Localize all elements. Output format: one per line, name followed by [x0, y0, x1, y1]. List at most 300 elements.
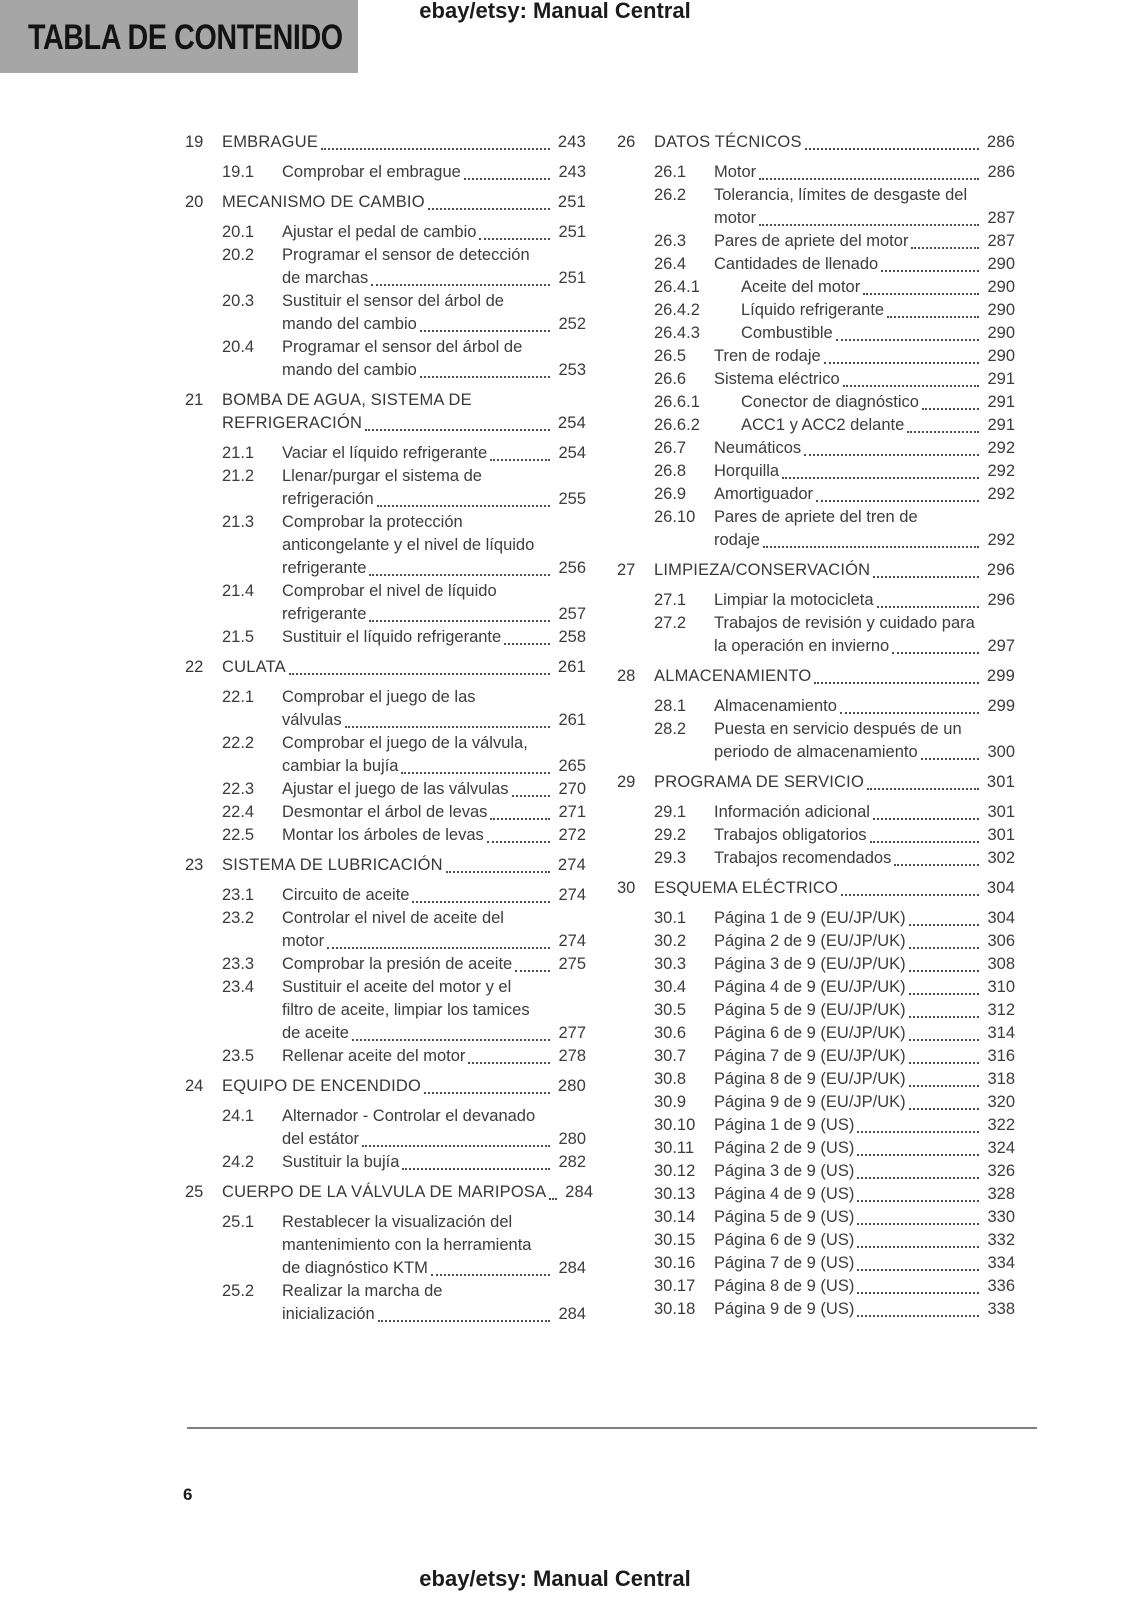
toc-entry-number: 21.1 — [222, 444, 255, 462]
toc-entry-title-line: cambiar la bujía — [282, 757, 399, 775]
toc-entry-number: 26.6.1 — [654, 393, 700, 411]
toc-entry-title-line: Página 3 de 9 (EU/JP/UK) — [714, 955, 906, 973]
toc-sub-entry — [185, 161, 586, 184]
dot-leader — [362, 1145, 550, 1147]
toc-sub-entry — [185, 907, 586, 953]
toc-entry-last-line — [282, 1128, 586, 1151]
toc-entry-last-line — [282, 1303, 586, 1326]
toc-entry-number: 26.5 — [654, 347, 687, 365]
dot-leader — [857, 1223, 979, 1225]
dot-leader — [420, 330, 550, 332]
toc-sub-entry — [617, 322, 1015, 345]
toc-entry-number: 23 — [185, 856, 204, 874]
toc-entry-title-line: PROGRAMA DE SERVICIO — [654, 773, 864, 791]
toc-entry-number: 27.2 — [654, 614, 687, 632]
toc-entry-last-line — [282, 626, 586, 649]
toc-entry-page: 272 — [558, 826, 586, 844]
toc-entry-title-line: Desmontar el árbol de levas — [282, 803, 488, 821]
toc-entry-title-line: Comprobar el juego de la válvula, — [282, 734, 528, 752]
dot-leader — [909, 1108, 979, 1110]
toc-entry-page: 291 — [987, 370, 1015, 388]
toc-entry-title-line: Montar los árboles de levas — [282, 826, 484, 844]
dot-leader — [515, 970, 550, 972]
dot-leader — [345, 726, 550, 728]
dot-leader — [857, 1177, 979, 1179]
toc-entry-title — [714, 483, 1015, 506]
toc-entry-page: 286 — [987, 163, 1015, 181]
toc-entry-number: 26.10 — [654, 508, 696, 526]
toc-sub-entry — [617, 184, 1015, 230]
toc-entry-title — [282, 1105, 586, 1151]
dot-leader — [867, 788, 979, 790]
toc-sub-entry — [617, 1137, 1015, 1160]
toc-entry-title-line: Almacenamiento — [714, 697, 837, 715]
toc-entry-last-line — [222, 854, 586, 877]
dot-leader — [909, 993, 979, 995]
toc-sub-entry — [185, 778, 586, 801]
toc-entry-title — [714, 414, 1015, 437]
toc-entry-title-line: Conector de diagnóstico — [741, 393, 919, 411]
toc-chapter-entry — [185, 1075, 586, 1098]
dot-leader — [321, 148, 550, 150]
toc-entry-title — [282, 1045, 586, 1068]
toc-entry-title-line: Limpiar la motocicleta — [714, 591, 874, 609]
toc-entry-title — [282, 953, 586, 976]
toc-entry-page: 270 — [558, 780, 586, 798]
toc-entry-title — [282, 732, 586, 778]
toc-sub-entry — [617, 230, 1015, 253]
toc-entry-title-line: Rellenar aceite del motor — [282, 1047, 466, 1065]
toc-entry-page: 299 — [987, 697, 1015, 715]
toc-entry-last-line — [282, 161, 586, 184]
toc-entry-title-line: Página 6 de 9 (US) — [714, 1231, 855, 1249]
toc-entry-page: 308 — [987, 955, 1015, 973]
dot-leader — [763, 546, 979, 548]
toc-sub-entry — [617, 589, 1015, 612]
page-number: 6 — [183, 1485, 193, 1504]
dot-leader — [870, 841, 979, 843]
toc-column-left — [185, 124, 594, 1326]
toc-entry-title — [714, 1252, 1015, 1275]
toc-entry-title-line: Líquido refrigerante — [741, 301, 885, 319]
toc-entry-page: 277 — [558, 1024, 586, 1042]
toc-entry-page: 292 — [987, 531, 1015, 549]
dot-leader — [863, 293, 979, 295]
toc-entry-page: 251 — [558, 223, 586, 241]
dot-leader — [877, 606, 979, 608]
toc-entry-last-line — [282, 1151, 586, 1174]
toc-entry-title-line: Página 4 de 9 (EU/JP/UK) — [714, 978, 906, 996]
toc-entry-title — [714, 1183, 1015, 1206]
toc-entry-last-line — [714, 1206, 1015, 1229]
toc-entry-title — [222, 1181, 594, 1204]
toc-entry-last-line — [282, 824, 586, 847]
toc-entry-title — [282, 580, 586, 626]
toc-sub-entry — [617, 161, 1015, 184]
toc-entry-number: 26.6 — [654, 370, 687, 388]
dot-leader — [446, 871, 550, 873]
toc-entry-page: 290 — [987, 255, 1015, 273]
toc-entry-title — [282, 336, 586, 382]
toc-entry-title-line: Programar el sensor del árbol de — [282, 338, 523, 356]
dot-leader — [431, 1274, 550, 1276]
toc-entry-number: 29.1 — [654, 803, 687, 821]
dot-leader — [857, 1154, 979, 1156]
toc-sub-entry — [617, 999, 1015, 1022]
dot-leader — [369, 620, 550, 622]
toc-sub-entry — [617, 483, 1015, 506]
toc-entry-title-line: Pares de apriete del tren de — [714, 508, 918, 526]
dot-leader — [464, 178, 550, 180]
toc-sub-entry — [185, 336, 586, 382]
toc-entry-title-line: Sustituir el líquido refrigerante — [282, 628, 502, 646]
toc-entry-title — [654, 665, 1015, 688]
toc-entry-number: 30.5 — [654, 1001, 687, 1019]
dot-leader — [894, 864, 979, 866]
dot-leader — [487, 841, 550, 843]
toc-entry-number: 29 — [617, 773, 636, 791]
toc-entry-page: 261 — [557, 658, 586, 676]
toc-entry-page: 257 — [558, 605, 586, 623]
toc-entry-last-line — [714, 1022, 1015, 1045]
toc-entry-last-line — [282, 557, 586, 580]
dot-leader — [857, 1315, 979, 1317]
toc-sub-entry — [185, 1105, 586, 1151]
toc-sub-entry — [617, 437, 1015, 460]
toc-entry-title — [714, 253, 1015, 276]
toc-entry-last-line — [282, 488, 586, 511]
toc-entry-number: 23.2 — [222, 909, 255, 927]
toc-sub-entry — [617, 1160, 1015, 1183]
toc-entry-page: 265 — [558, 757, 586, 775]
toc-entry-title-line: mando del cambio — [282, 361, 417, 379]
toc-entry-title-line: Sustituir el sensor del árbol de — [282, 292, 504, 310]
toc-sub-entry — [617, 460, 1015, 483]
toc-entry-last-line — [741, 322, 1015, 345]
dot-leader — [857, 1246, 979, 1248]
toc-entry-last-line — [741, 299, 1015, 322]
toc-entry-title-line: Tren de rodaje — [714, 347, 821, 365]
toc-entry-title-line: refrigerante — [282, 559, 367, 577]
toc-entry-page: 275 — [558, 955, 586, 973]
dot-leader — [365, 429, 550, 431]
toc-sub-entry — [185, 732, 586, 778]
toc-sub-entry — [617, 953, 1015, 976]
toc-entry-title — [282, 884, 586, 907]
toc-entry-title-line: Página 8 de 9 (US) — [714, 1277, 855, 1295]
toc-entry-page: 330 — [987, 1208, 1015, 1226]
toc-entry-last-line — [222, 131, 586, 154]
toc-entry-title — [222, 854, 586, 877]
dot-leader — [352, 1039, 550, 1041]
toc-entry-title-line: periodo de almacenamiento — [714, 743, 918, 761]
toc-entry-page: 292 — [987, 462, 1015, 480]
toc-entry-title — [714, 1091, 1015, 1114]
toc-entry-page: 300 — [987, 743, 1015, 761]
dot-leader — [782, 477, 979, 479]
toc-entry-title-line: SISTEMA DE LUBRICACIÓN — [222, 856, 443, 874]
toc-sub-entry — [617, 276, 1015, 299]
toc-chapter-entry — [617, 665, 1015, 688]
toc-entry-page: 322 — [987, 1116, 1015, 1134]
toc-entry-last-line — [714, 1114, 1015, 1137]
toc-entry-last-line — [741, 414, 1015, 437]
toc-entry-number: 26.3 — [654, 232, 687, 250]
dot-leader — [909, 947, 979, 949]
toc-entry-title — [714, 391, 1015, 414]
toc-entry-title — [654, 559, 1015, 582]
toc-entry-title-line: BOMBA DE AGUA, SISTEMA DE — [222, 391, 472, 409]
toc-entry-title — [282, 290, 586, 336]
dot-leader — [909, 924, 979, 926]
toc-entry-title — [714, 299, 1015, 322]
dot-leader — [428, 208, 550, 210]
toc-entry-title-line: LIMPIEZA/CONSERVACIÓN — [654, 561, 871, 579]
toc-entry-page: 243 — [557, 133, 586, 151]
toc-entry-number: 30.17 — [654, 1277, 696, 1295]
toc-entry-last-line — [714, 207, 1015, 230]
toc-entry-title — [714, 718, 1015, 764]
toc-entry-title-line: Página 8 de 9 (EU/JP/UK) — [714, 1070, 906, 1088]
toc-entry-title-line: Motor — [714, 163, 757, 181]
toc-entry-last-line — [714, 907, 1015, 930]
toc-entry-last-line — [654, 877, 1015, 900]
toc-entry-last-line — [714, 1183, 1015, 1206]
page-heading-bar — [0, 0, 358, 73]
toc-entry-number: 21 — [185, 391, 204, 409]
toc-entry-number: 30.12 — [654, 1162, 696, 1180]
toc-entry-page: 258 — [558, 628, 586, 646]
dot-leader — [424, 1092, 550, 1094]
toc-entry-title-line: Página 2 de 9 (EU/JP/UK) — [714, 932, 906, 950]
dot-leader — [887, 316, 979, 318]
toc-entry-number: 21.5 — [222, 628, 255, 646]
toc-entry-page: 326 — [987, 1162, 1015, 1180]
toc-entry-title-line: Página 1 de 9 (US) — [714, 1116, 855, 1134]
toc-entry-title — [714, 460, 1015, 483]
toc-entry-page: 318 — [987, 1070, 1015, 1088]
toc-entry-number: 21.2 — [222, 467, 255, 485]
toc-entry-last-line — [714, 460, 1015, 483]
toc-entry-last-line — [282, 930, 586, 953]
toc-entry-page: 291 — [987, 416, 1015, 434]
toc-entry-title-line: refrigerante — [282, 605, 367, 623]
toc-entry-title — [714, 1022, 1015, 1045]
toc-entry-title-line: EMBRAGUE — [222, 133, 319, 151]
toc-entry-number: 30.10 — [654, 1116, 696, 1134]
toc-entry-number: 30.11 — [654, 1139, 695, 1157]
toc-entry-title-line: de aceite — [282, 1024, 349, 1042]
toc-entry-title-line: Página 4 de 9 (US) — [714, 1185, 855, 1203]
toc-entry-title — [222, 656, 586, 679]
toc-entry-number: 30.3 — [654, 955, 687, 973]
toc-entry-last-line — [714, 1229, 1015, 1252]
toc-entry-title — [714, 322, 1015, 345]
toc-entry-page: 261 — [558, 711, 586, 729]
toc-sub-entry — [617, 824, 1015, 847]
toc-entry-number: 30.16 — [654, 1254, 696, 1272]
toc-entry-title — [654, 877, 1015, 900]
toc-entry-number: 26 — [617, 133, 636, 151]
toc-entry-title — [714, 612, 1015, 658]
dot-leader — [490, 459, 550, 461]
toc-entry-number: 23.4 — [222, 978, 255, 996]
dot-leader — [873, 576, 979, 578]
toc-entry-title — [714, 801, 1015, 824]
toc-entry-title-line: rodaje — [714, 531, 760, 549]
toc-entry-page: 302 — [987, 849, 1015, 867]
toc-entry-last-line — [282, 884, 586, 907]
toc-entry-title — [282, 907, 586, 953]
toc-entry-last-line — [282, 1257, 586, 1280]
dot-leader — [840, 712, 979, 714]
toc-entry-title — [714, 345, 1015, 368]
toc-entry-number: 22 — [185, 658, 204, 676]
toc-entry-title-line: Página 7 de 9 (EU/JP/UK) — [714, 1047, 906, 1065]
toc-sub-entry — [185, 244, 586, 290]
toc-entry-title — [654, 131, 1015, 154]
dot-leader — [549, 1198, 557, 1200]
toc-entry-title — [282, 244, 586, 290]
toc-sub-entry — [617, 847, 1015, 870]
dot-leader — [512, 795, 550, 797]
toc-entry-last-line — [282, 603, 586, 626]
toc-entry-title — [714, 1045, 1015, 1068]
toc-sub-entry — [617, 414, 1015, 437]
dot-leader — [378, 1320, 550, 1322]
toc-entry-title-line: EQUIPO DE ENCENDIDO — [222, 1077, 422, 1095]
toc-entry-last-line — [714, 345, 1015, 368]
toc-entry-last-line — [741, 276, 1015, 299]
toc-entry-title — [714, 999, 1015, 1022]
toc-sub-entry — [185, 1045, 586, 1068]
toc-entry-title — [714, 1137, 1015, 1160]
toc-entry-page: 301 — [987, 803, 1015, 821]
toc-entry-number: 20 — [185, 193, 204, 211]
toc-entry-number: 23.1 — [222, 886, 255, 904]
toc-entry-last-line — [714, 589, 1015, 612]
toc-entry-page: 296 — [987, 591, 1015, 609]
toc-sub-entry — [185, 884, 586, 907]
toc-entry-page: 251 — [557, 193, 586, 211]
toc-sub-entry — [617, 1298, 1015, 1321]
toc-entry-title — [714, 1160, 1015, 1183]
toc-entry-number: 23.3 — [222, 955, 255, 973]
dot-leader — [843, 385, 979, 387]
toc-entry-number: 19.1 — [222, 163, 255, 181]
toc-entry-title — [654, 771, 1015, 794]
toc-entry-page: 297 — [987, 637, 1015, 655]
toc-entry-page: 256 — [558, 559, 586, 577]
toc-sub-entry — [185, 626, 586, 649]
toc-entry-last-line — [714, 483, 1015, 506]
toc-entry-title-line: Trabajos de revisión y cuidado para — [714, 614, 975, 632]
toc-entry-number: 24.2 — [222, 1153, 255, 1171]
dot-leader — [881, 270, 979, 272]
toc-entry-title-line: Alternador - Controlar el devanado — [282, 1107, 536, 1125]
toc-entry-number: 22.2 — [222, 734, 255, 752]
toc-entry-title — [714, 184, 1015, 230]
toc-entry-number: 27 — [617, 561, 636, 579]
toc-entry-page: 254 — [558, 444, 586, 462]
toc-entry-page: 328 — [987, 1185, 1015, 1203]
toc-entry-title — [714, 695, 1015, 718]
toc-entry-last-line — [714, 1068, 1015, 1091]
toc-entry-number: 21.3 — [222, 513, 255, 531]
dot-leader — [468, 1062, 550, 1064]
toc-entry-page: 287 — [987, 232, 1015, 250]
toc-entry-page: 316 — [987, 1047, 1015, 1065]
toc-chapter-entry — [617, 559, 1015, 582]
toc-entry-title-line: del estátor — [282, 1130, 360, 1148]
toc-sub-entry — [617, 1045, 1015, 1068]
toc-entry-last-line — [222, 1181, 594, 1204]
toc-entry-title-line: mando del cambio — [282, 315, 417, 333]
toc-entry-number: 21.4 — [222, 582, 255, 600]
toc-entry-title — [282, 976, 586, 1045]
toc-entry-title — [282, 221, 586, 244]
toc-entry-title-line: MECANISMO DE CAMBIO — [222, 193, 425, 211]
toc-entry-title-line: Comprobar la presión de aceite — [282, 955, 513, 973]
toc-entry-number: 20.3 — [222, 292, 255, 310]
toc-entry-page: 301 — [986, 773, 1015, 791]
toc-entry-number: 22.4 — [222, 803, 255, 821]
toc-entry-title-line: Horquilla — [714, 462, 780, 480]
toc-entry-title-line: Ajustar el pedal de cambio — [282, 223, 477, 241]
toc-entry-title-line: Página 3 de 9 (US) — [714, 1162, 855, 1180]
toc-entry-last-line — [282, 801, 586, 824]
toc-entry-page: 254 — [557, 414, 586, 432]
toc-entry-number: 26.6.2 — [654, 416, 700, 434]
dot-leader — [836, 339, 979, 341]
toc-entry-title-line: Neumáticos — [714, 439, 802, 457]
toc-entry-title-line: Información adicional — [714, 803, 870, 821]
toc-entry-last-line — [714, 999, 1015, 1022]
dot-leader — [873, 818, 979, 820]
toc-sub-entry — [617, 299, 1015, 322]
toc-sub-entry — [617, 1252, 1015, 1275]
toc-entry-title-line: Página 5 de 9 (EU/JP/UK) — [714, 1001, 906, 1019]
toc-entry-page: 280 — [557, 1077, 586, 1095]
toc-entry-title-line: Vaciar el líquido refrigerante — [282, 444, 488, 462]
toc-entry-title-line: Página 5 de 9 (US) — [714, 1208, 855, 1226]
toc-entry-last-line — [714, 976, 1015, 999]
toc-entry-title-line: Trabajos recomendados — [714, 849, 892, 867]
dot-leader — [479, 238, 550, 240]
toc-entry-title-line: Realizar la marcha de — [282, 1282, 443, 1300]
toc-entry-title-line: de diagnóstico KTM — [282, 1259, 428, 1277]
toc-entry-title — [222, 1075, 586, 1098]
toc-entry-title-line: refrigeración — [282, 490, 374, 508]
toc-entry-title — [714, 161, 1015, 184]
toc-entry-page: 290 — [987, 301, 1015, 319]
toc-entry-page: 320 — [987, 1093, 1015, 1111]
toc-entry-page: 274 — [558, 886, 586, 904]
toc-entry-page: 304 — [986, 879, 1015, 897]
toc-entry-title-line: Página 2 de 9 (US) — [714, 1139, 855, 1157]
toc-sub-entry — [185, 290, 586, 336]
toc-entry-number: 30.13 — [654, 1185, 696, 1203]
toc-chapter-entry — [185, 656, 586, 679]
toc-entry-last-line — [282, 442, 586, 465]
toc-chapter-entry — [617, 131, 1015, 154]
toc-sub-entry — [617, 718, 1015, 764]
toc-entry-number: 26.8 — [654, 462, 687, 480]
toc-entry-title — [282, 824, 586, 847]
toc-entry-title — [282, 161, 586, 184]
toc-entry-title — [282, 801, 586, 824]
toc-entry-title-line: Amortiguador — [714, 485, 814, 503]
